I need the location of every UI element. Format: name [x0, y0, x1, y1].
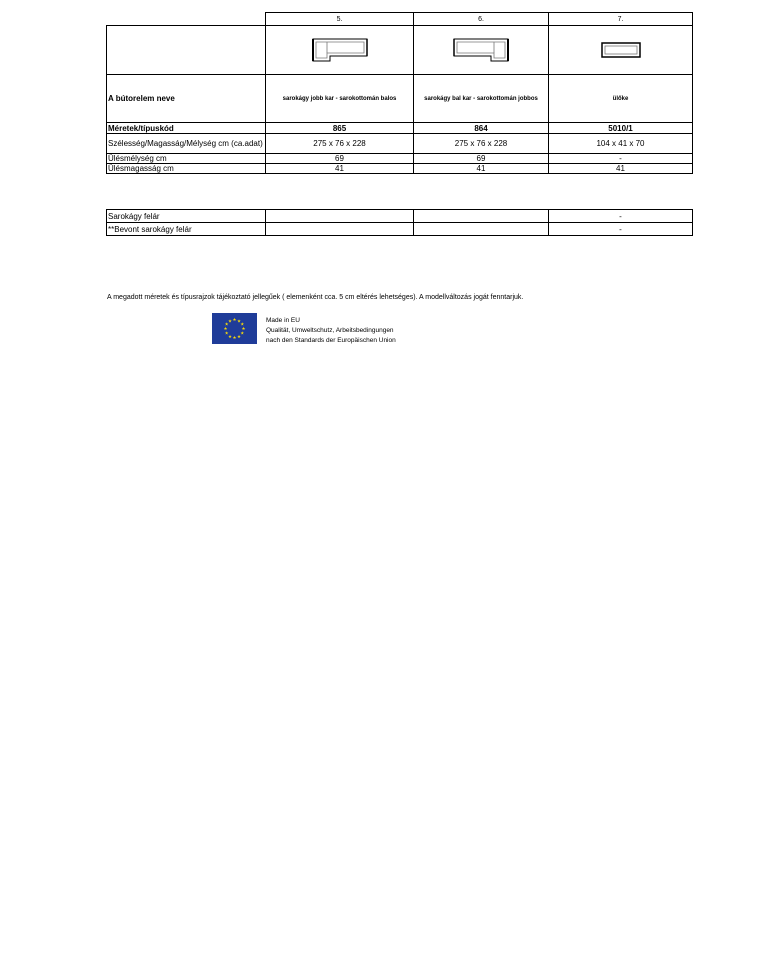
eu-star-icon: ★ — [224, 330, 229, 336]
surcharge-value — [266, 210, 414, 223]
column-number-row — [107, 13, 693, 26]
dimensions: 104 x 41 x 70 — [549, 134, 693, 154]
element-name: ülőke — [549, 75, 693, 123]
drawing-row — [107, 26, 693, 75]
element-name: sarokágy bal kar - sarokottomán jobbos — [414, 75, 549, 123]
seat-depth-row — [107, 154, 693, 164]
surcharge-value: - — [549, 210, 693, 223]
surcharge-value — [414, 210, 549, 223]
column-number: 6. — [414, 13, 549, 26]
eu-star-icon: ★ — [227, 333, 233, 339]
drawing-cell — [414, 26, 549, 75]
seat-height: 41 — [266, 164, 414, 174]
eu-star-icon: ★ — [223, 326, 228, 332]
surcharge-value — [266, 223, 414, 236]
dimensions: 275 x 76 x 228 — [414, 134, 549, 154]
eu-star-icon: ★ — [236, 333, 242, 339]
drawing-cell — [266, 26, 414, 75]
dimensions: 275 x 76 x 228 — [266, 134, 414, 154]
column-number: 5. — [266, 13, 414, 26]
surcharge-value: - — [549, 223, 693, 236]
eu-star-icon: ★ — [236, 318, 242, 324]
type-code: 865 — [266, 123, 414, 134]
empty-cell — [107, 26, 266, 75]
seat-ottoman-icon — [601, 42, 641, 58]
surcharge-label: Sarokágy felár — [107, 210, 266, 223]
element-name-row — [107, 75, 693, 123]
surcharge-value — [414, 223, 549, 236]
element-name: sarokágy jobb kar - sarokottomán balos — [266, 75, 414, 123]
seat-height-row — [107, 164, 693, 174]
type-code-row — [107, 123, 693, 134]
type-code: 5010/1 — [549, 123, 693, 134]
eu-star-icon: ★ — [240, 321, 245, 327]
eu-star-icon: ★ — [224, 321, 229, 327]
drawing-cell — [549, 26, 693, 75]
eu-star-icon: ★ — [240, 330, 245, 336]
surcharge-table — [106, 209, 693, 236]
corner-sofa-right-arm-icon — [312, 38, 368, 62]
element-name-label: A bútorelem neve — [107, 75, 266, 123]
eu-star-icon: ★ — [241, 326, 246, 332]
eu-line: Made in EU — [266, 317, 300, 324]
disclaimer-note: A megadott méretek és típusrajzok tájékoztató jellegűek ( elemenként cca. 5 cm eltérés lehetséges). A modellváltozás jogát fenntarjuk. — [107, 294, 524, 301]
type-code: 864 — [414, 123, 549, 134]
type-code-label: Méretek/típuskód — [107, 123, 266, 134]
surcharge-row — [107, 223, 693, 236]
seat-depth: - — [549, 154, 693, 164]
seat-depth: 69 — [266, 154, 414, 164]
seat-height-label: Ülésmagasság cm — [107, 164, 266, 174]
seat-height: 41 — [414, 164, 549, 174]
surcharge-row — [107, 210, 693, 223]
seat-height: 41 — [549, 164, 693, 174]
eu-line: Qualität, Umweltschutz, Arbeitsbedingungen — [266, 327, 394, 334]
empty-cell — [107, 13, 266, 26]
dimensions-row — [107, 134, 693, 154]
seat-depth: 69 — [414, 154, 549, 164]
corner-sofa-left-arm-icon — [453, 38, 509, 62]
surcharge-label: **Bevont sarokágy felár — [107, 223, 266, 236]
eu-flag-icon — [212, 313, 257, 344]
eu-star-icon: ★ — [227, 318, 233, 324]
eu-star-icon: ★ — [232, 317, 237, 323]
spec-table — [106, 12, 693, 174]
eu-star-icon: ★ — [232, 335, 237, 341]
eu-statement — [266, 316, 396, 346]
dimensions-label: Szélesség/Magasság/Mélység cm (ca.adat) — [107, 134, 266, 154]
seat-depth-label: Ülésmélység cm — [107, 154, 266, 164]
eu-line: nach den Standards der Europäischen Union — [266, 337, 396, 344]
column-number: 7. — [549, 13, 693, 26]
